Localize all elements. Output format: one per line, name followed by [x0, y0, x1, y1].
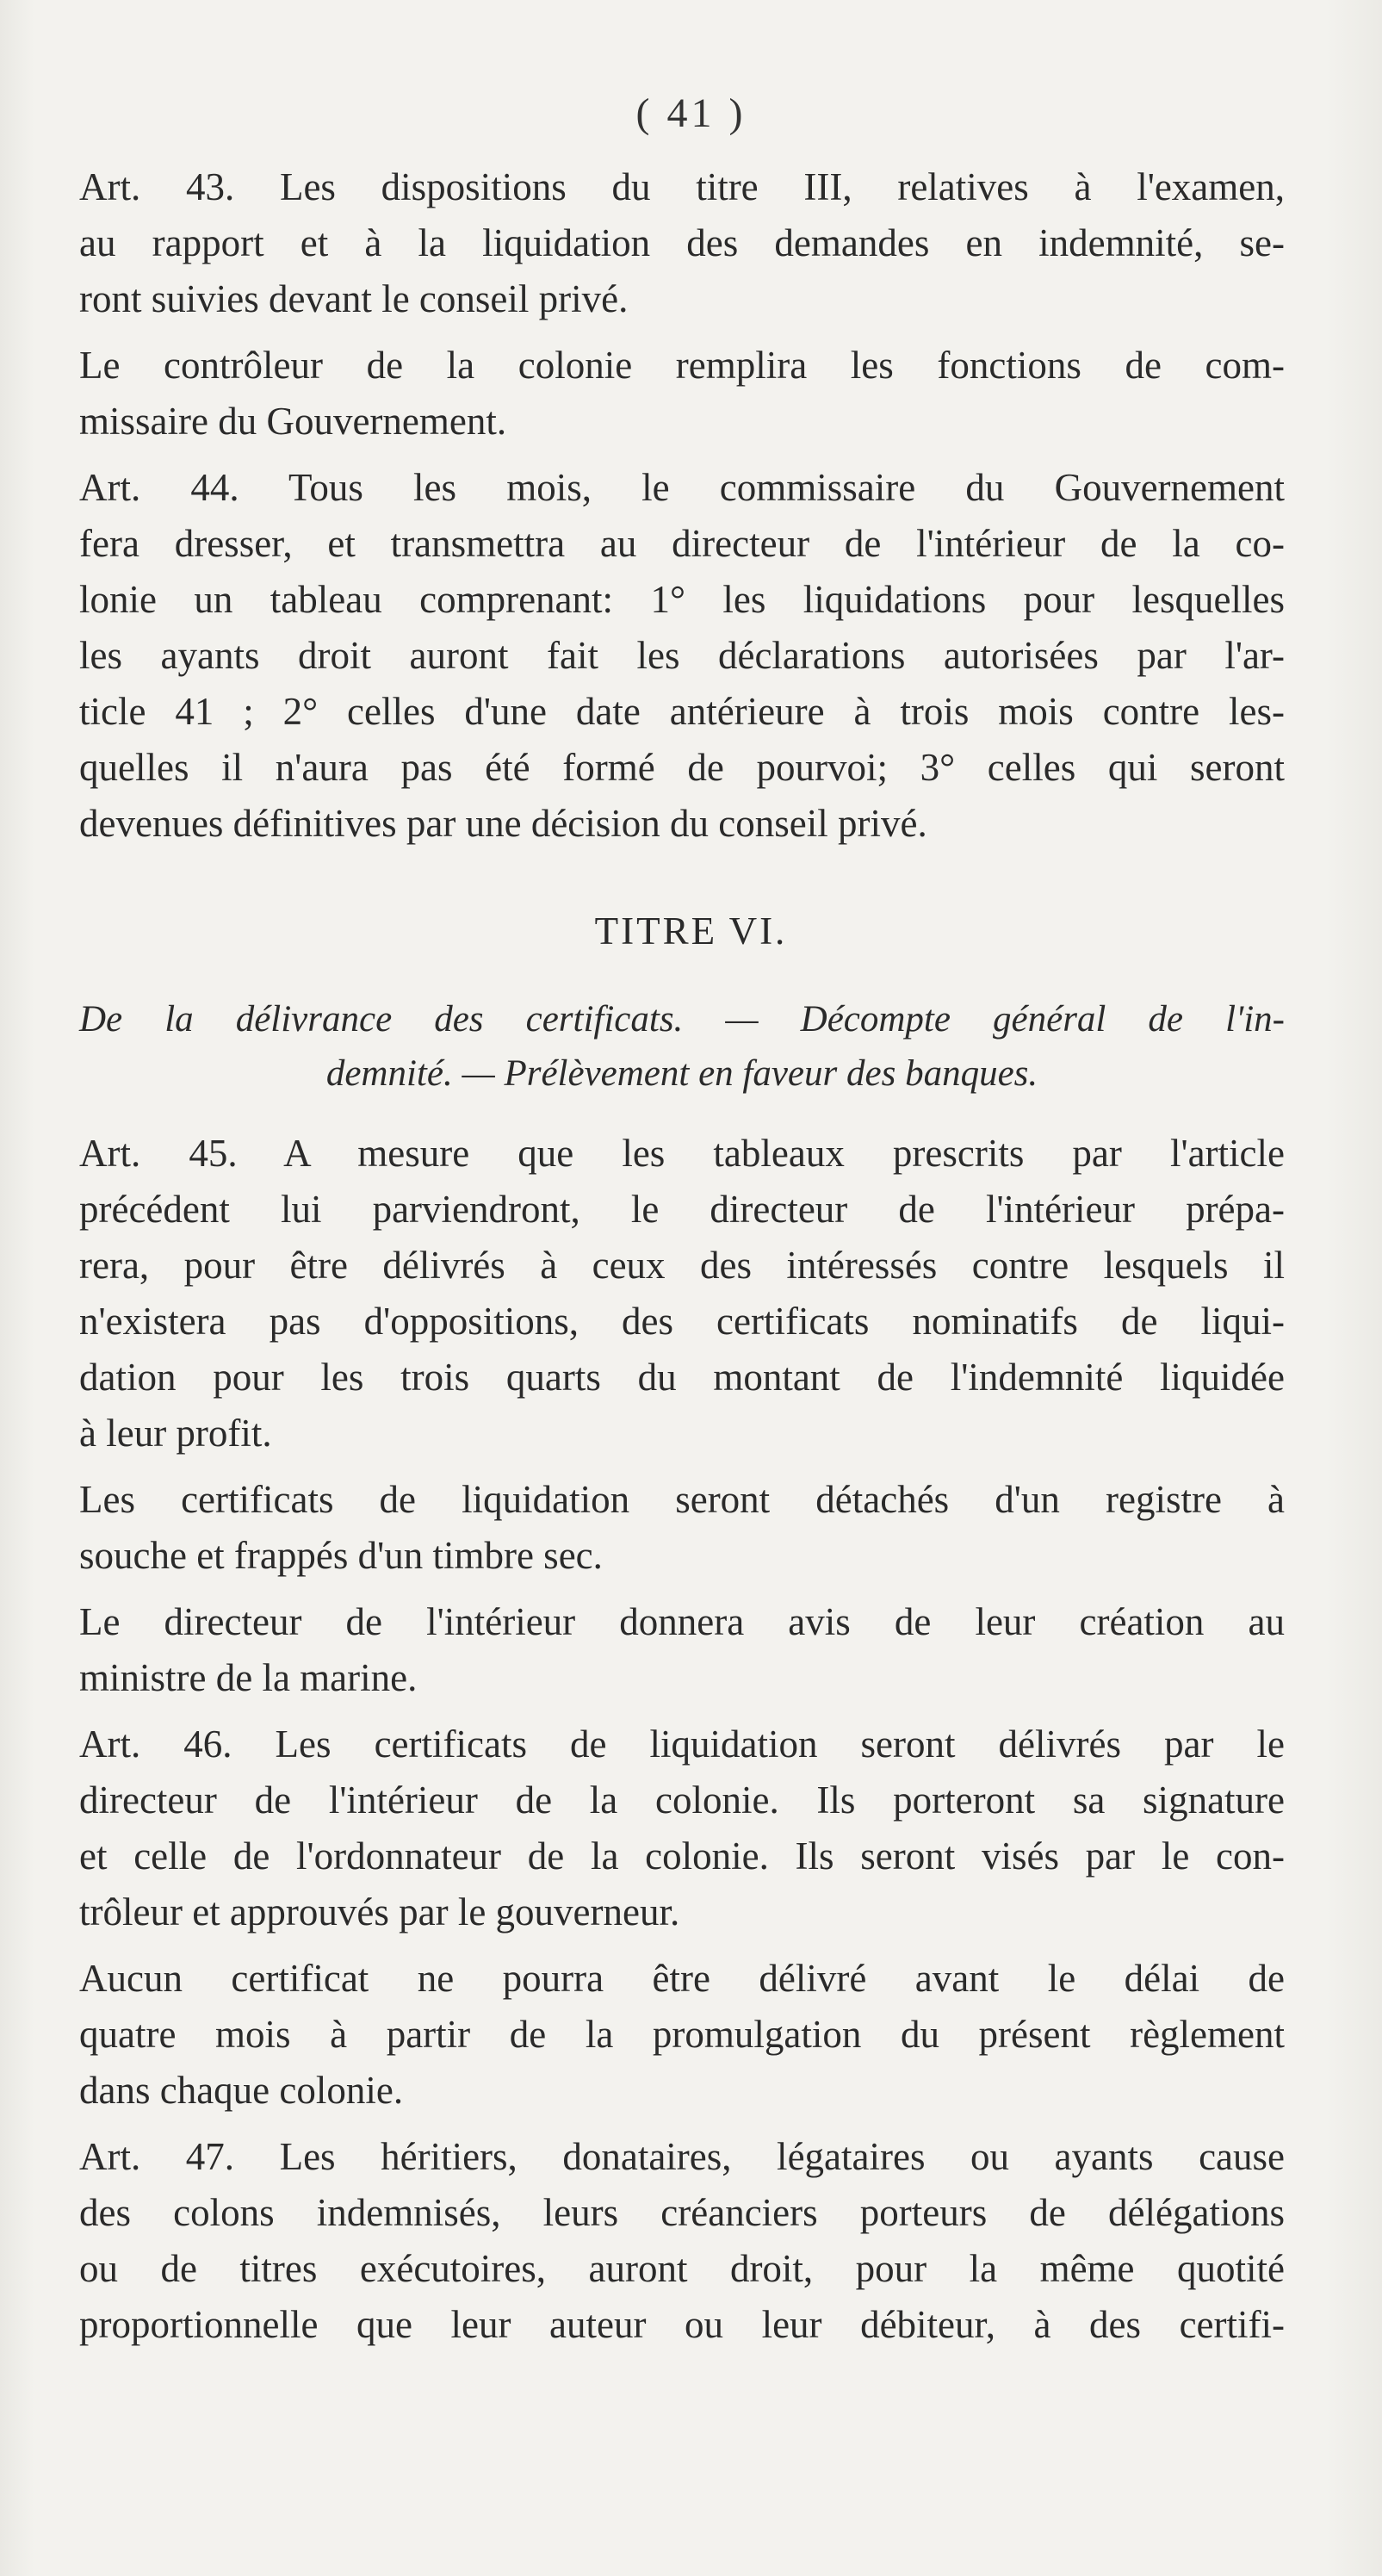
text-line: Le directeur de l'intérieur donnera avis de leur création au	[79, 1600, 1285, 1643]
text-line: ticle 41 ; 2° celles d'une date antérieure à trois mois contre les-	[79, 690, 1285, 733]
text-line: fera dresser, et transmettra au directeur de l'intérieur de la co-	[79, 522, 1285, 565]
text-line: Les certificats de liquidation seront détachés d'un registre à	[79, 1478, 1285, 1521]
text-line: n'existera pas d'oppositions, des certificats nominatifs de liqui-	[79, 1300, 1285, 1343]
text-line: ministre de la marine.	[79, 1656, 418, 1699]
text-line: dans chaque colonie.	[79, 2069, 404, 2112]
text-line: directeur de l'intérieur de la colonie. Ils porteront sa signature	[79, 1778, 1285, 1822]
text-line: proportionnelle que leur auteur ou leur débiteur, à des certifi-	[79, 2303, 1285, 2346]
text-line: Art. 45. A mesure que les tableaux prescrits par l'article	[79, 1132, 1285, 1175]
text-line: trôleur et approuvés par le gouverneur.	[79, 1890, 680, 1934]
text-line: souche et frappés d'un timbre sec.	[79, 1534, 603, 1577]
text-line: et celle de l'ordonnateur de la colonie. Ils seront visés par le con-	[79, 1834, 1285, 1878]
text-line: les ayants droit auront fait les déclarations autorisées par l'ar-	[79, 634, 1285, 677]
text-line: dation pour les trois quarts du montant de l'indemnité liquidée	[79, 1356, 1285, 1399]
section-subtitle-line: demnité. — Prélèvement en faveur des banques.	[325, 1053, 1038, 1094]
text-line: Art. 46. Les certificats de liquidation seront délivrés par le	[79, 1723, 1285, 1766]
text-line: Art. 43. Les dispositions du titre III, relatives à l'examen,	[79, 165, 1285, 208]
text-line: Le contrôleur de la colonie remplira les fonctions de com-	[79, 344, 1285, 387]
page-number: ( 41 )	[635, 90, 747, 136]
text-line: missaire du Gouvernement.	[79, 400, 507, 443]
text-line: lonie un tableau comprenant: 1° les liquidations pour lesquelles	[79, 578, 1285, 621]
text-line: Aucun certificat ne pourra être délivré avant le délai de	[79, 1957, 1285, 2000]
section-subtitle-line: De la délivrance des certificats. — Décompte général de l'in-	[79, 999, 1285, 1040]
text-line: Art. 47. Les héritiers, donataires, légataires ou ayants cause	[79, 2135, 1285, 2178]
text-line: ront suivies devant le conseil privé.	[79, 277, 629, 320]
text-line: ou de titres exécutoires, auront droit, pour la même quotité	[79, 2247, 1285, 2290]
text-line: Art. 44. Tous les mois, le commissaire du Gouvernement	[79, 466, 1285, 509]
text-line: des colons indemnisés, leurs créanciers porteurs de délégations	[79, 2191, 1285, 2234]
text-line: précédent lui parviendront, le directeur de l'intérieur prépa-	[79, 1188, 1285, 1231]
text-line: au rapport et à la liquidation des demandes en indemnité, se-	[79, 221, 1285, 264]
text-line: rera, pour être délivrés à ceux des intéressés contre lesquels il	[79, 1244, 1285, 1287]
text-line: quelles il n'aura pas été formé de pourvoi; 3° celles qui seront	[79, 746, 1285, 789]
section-title: TITRE VI.	[594, 909, 788, 953]
text-line: quatre mois à partir de la promulgation du présent règlement	[79, 2013, 1285, 2056]
text-line: à leur profit.	[79, 1412, 272, 1455]
text-line: devenues définitives par une décision du conseil privé.	[79, 802, 927, 845]
